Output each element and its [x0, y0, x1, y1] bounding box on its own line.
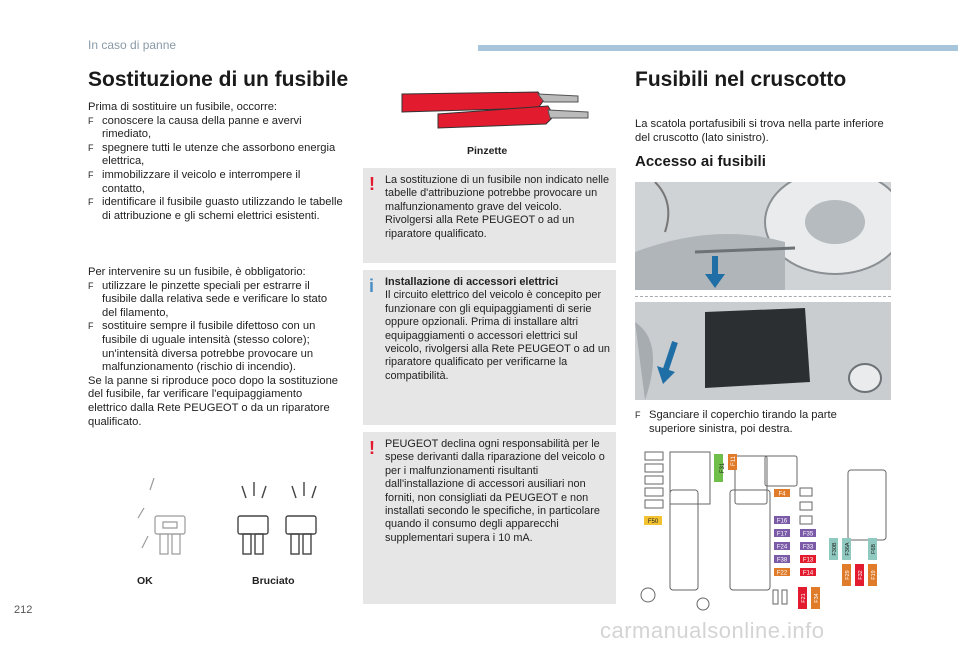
warning-box-1 [363, 168, 616, 263]
fuse-f19 [868, 564, 877, 586]
fuse-f32 [855, 564, 864, 586]
left-procedure-block [88, 266, 343, 429]
fuse-f29 [842, 564, 851, 586]
list-item: F Sganciare il coperchio tirando la parte superiore sinistra, poi destra. [635, 409, 837, 435]
fuse-box-diagram [640, 450, 895, 615]
svg-text:F35: F35 [802, 531, 814, 538]
right-title: Fusibili nel cruscotto [635, 68, 847, 91]
left-title: Sostituzione di un fusibile [88, 68, 349, 91]
fuse-f22 [774, 568, 790, 577]
photo-divider [635, 296, 891, 297]
bullet-icon: F [88, 321, 94, 332]
svg-text:F19: F19 [871, 570, 877, 580]
fuse-blown-label: Bruciato [252, 575, 295, 587]
info-icon: i [369, 276, 375, 296]
bullet-icon: F [88, 197, 94, 208]
svg-text:F29: F29 [845, 570, 851, 580]
svg-text:F11: F11 [731, 456, 737, 466]
watermark: carmanualsonline.info [600, 618, 825, 643]
left-closing: Se la panne si riproduce poco dopo la sostituzione del fusibile, far verificare l'equipaggiamento elettrico dalla Rete PEUGEOT o da un riparatore qualificato. [88, 374, 339, 428]
warning-2-text: PEUGEOT declina ogni responsabilità per le spese derivanti dalla riparazione del veicolo o per i malfunzionamenti risultanti dall'installazione di accessori ausiliari non forniti, non consigliati da PEUGEOT e non installati secondo le specifiche, in particolare quando il consumo degli apparecchi supplementari supera i 10 mA. [385, 438, 605, 544]
fuse-f31 [714, 454, 726, 482]
bullet-icon: F [635, 410, 641, 420]
fuse-f24 [774, 542, 790, 551]
svg-text:F21: F21 [801, 593, 807, 603]
bullet-icon: F [88, 142, 94, 153]
page-number: 212 [14, 604, 33, 616]
svg-text:F34: F34 [814, 593, 820, 603]
fuse-f16 [774, 516, 790, 525]
svg-text:F13: F13 [802, 557, 814, 564]
list-item: F spegnere tutti le utenze che assorbono energia elettrica, [88, 141, 336, 168]
svg-text:F50: F50 [647, 519, 659, 525]
warning-icon: ! [369, 174, 375, 194]
right-intro: La scatola portafusibili si trova nella parte inferiore del cruscotto (lato sinistro). [635, 118, 884, 144]
svg-text:F36A: F36A [845, 542, 851, 556]
warning-1-text: La sostituzione di un fusibile non indicato nelle tabelle d'attribuzione potrebbe provocare un malfunzionamento grave del veicolo. Rivolgersi alla Rete PEUGEOT o ad un riparatore qualificato. [385, 174, 610, 240]
fuse-f13 [800, 555, 816, 564]
svg-text:F16: F16 [776, 518, 788, 525]
fuse-f34 [811, 587, 820, 609]
warning-icon: ! [369, 438, 375, 458]
fuse-ok-illustration [138, 478, 185, 554]
dashboard-photo-top [635, 182, 891, 290]
dashboard-photo-bottom [635, 302, 891, 400]
info-title: Installazione di accessori elettrici [385, 276, 559, 288]
svg-text:F31: F31 [720, 462, 726, 474]
svg-text:F17: F17 [776, 531, 788, 538]
svg-text:F33: F33 [802, 544, 814, 551]
fuse-ok-label: OK [137, 575, 153, 587]
header-bar [478, 45, 958, 51]
list-item: F sostituire sempre il fusibile difettoso con un fusibile di uguale intensità (stesso colore); un'intensità diversa potrebbe provocare un malfunzionamento (rischio di incendio). [88, 320, 316, 374]
svg-text:F4: F4 [778, 491, 786, 498]
svg-text:F30B: F30B [832, 542, 838, 556]
bullet-icon: F [88, 115, 94, 126]
fuse-f30b [829, 538, 838, 560]
fuse-f50 [644, 516, 662, 525]
right-subtitle: Accesso ai fusibili [635, 153, 766, 170]
fuse-f17 [774, 529, 790, 538]
left-intro: Prima di sostituire un fusibile, occorre: [88, 101, 278, 113]
bullet-icon: F [88, 280, 94, 291]
pliers-illustration [398, 84, 598, 136]
warning-box-2 [363, 432, 616, 604]
fuse-f36a [842, 538, 851, 560]
info-box [363, 270, 616, 425]
left-intro-block [88, 101, 343, 223]
fuse-blown-illustration [238, 482, 316, 554]
svg-text:F6B: F6B [871, 543, 877, 555]
svg-text:F32: F32 [858, 570, 864, 580]
info-text: Il circuito elettrico del veicolo è concepito per funzionare con gli equipaggiamenti di serie oppure opzionali. Prima di installare altri equipaggiamenti o accessori elettrici sul veicolo, rivolgersi alla Rete PEUGEOT o ad un riparatore qualificato per verificarne la compatibilità. [385, 289, 610, 382]
section-header: In caso di panne [88, 38, 177, 52]
info-box-body [385, 276, 611, 383]
left-intro2: Per intervenire su un fusibile, è obbligatorio: [88, 266, 306, 278]
svg-text:F38: F38 [776, 557, 788, 564]
fuse-f14 [800, 568, 816, 577]
svg-text:F14: F14 [802, 570, 814, 577]
fuse-f11 [728, 454, 737, 470]
fuse-illustrations [100, 478, 340, 578]
fuse-f4 [774, 489, 790, 498]
svg-text:F24: F24 [776, 544, 788, 551]
fuse-f35 [800, 529, 816, 538]
fuse-f21 [798, 587, 807, 609]
right-step [635, 409, 885, 436]
fuse-f38 [774, 555, 790, 564]
list-item: F identificare il fusibile guasto utilizzando le tabelle di attribuzione e gli schemi elettrici esistenti. [88, 196, 343, 222]
pliers-caption: Pinzette [467, 145, 508, 157]
fuse-f6b [868, 538, 877, 560]
list-item: F conoscere la causa della panne e avervi rimediato, [88, 114, 302, 141]
list-item: F utilizzare le pinzette speciali per estrarre il fusibile dalla relativa sede e verificare lo stato del filamento, [88, 279, 328, 319]
fuse-f33 [800, 542, 816, 551]
list-item: F immobilizzare il veicolo e interrompere il contatto, [88, 168, 301, 195]
svg-text:F22: F22 [776, 570, 788, 577]
bullet-icon: F [88, 169, 94, 180]
